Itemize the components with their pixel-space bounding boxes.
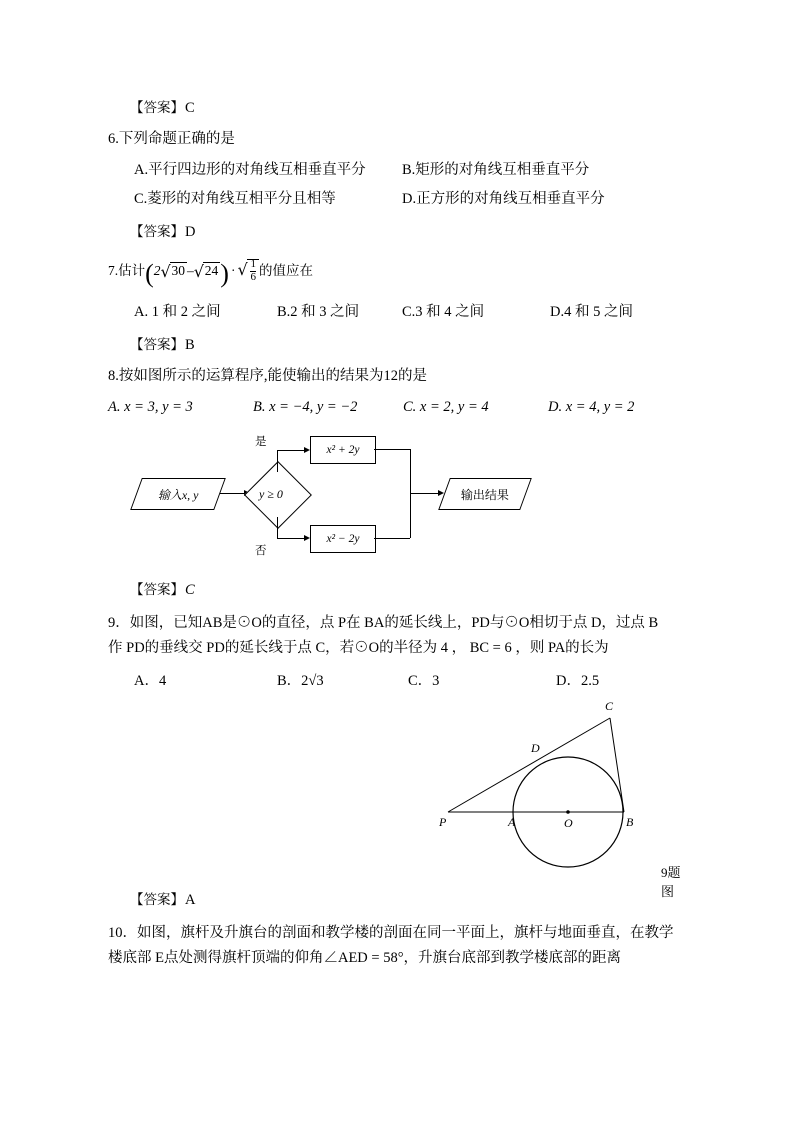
option-9-B: B．2√3 (277, 673, 324, 690)
svg-text:D: D (531, 741, 540, 756)
option-9-D: D．2.5 (556, 673, 600, 690)
question-7-stem-post: 的值应在 (258, 263, 313, 279)
connector-line (277, 538, 306, 539)
flowchart-figure (108, 430, 686, 570)
connector-line (374, 538, 410, 539)
minus-sign: – (187, 263, 194, 279)
question-8-stem: 8.按如图所示的运算程序,能使输出的结果为12的是 (108, 368, 427, 385)
question-7-stem-pre: 7.估计 (108, 263, 146, 279)
answer-bracket: 【答案】 (130, 100, 184, 116)
option-7-A: A. 1 和 2 之间 (134, 304, 221, 321)
answer-value: B (185, 337, 195, 354)
answer-value: C (185, 582, 195, 599)
question-9-options (134, 669, 686, 690)
figure-caption-9: 9题图 (661, 865, 681, 900)
option-7-D: D.4 和 5 之间 (550, 304, 633, 321)
flow-condition-label: y ≥ 0 (259, 487, 283, 502)
connector-line (410, 493, 440, 494)
option-7-C: C.3 和 4 之间 (402, 304, 485, 321)
circle-figure-svg (438, 696, 688, 881)
radical-fraction (237, 259, 259, 284)
svg-text:P: P (439, 815, 447, 830)
option-6-C: C.菱形的对角线互相平分且相等 (134, 191, 336, 208)
connector-line (277, 517, 278, 538)
svg-text:O: O (564, 816, 573, 831)
circle-geometry-figure (108, 696, 686, 900)
question-8 (108, 366, 686, 570)
option-9-C: C．3 (408, 673, 440, 690)
question-6-options-2 (134, 187, 686, 208)
option-8-C: C. x = 2, y = 4 (403, 399, 489, 416)
answer-value: D (185, 224, 196, 241)
option-8-B: B. x = −4, y = −2 (253, 399, 358, 416)
question-9-line-2: 作 PD的垂线交 PD的延长线于点 C，若⊙O的半径为 4 ， BC = 6 ，则 PA的长为 (108, 640, 609, 657)
option-8-D: D. x = 4, y = 2 (548, 399, 635, 416)
option-6-D: D.正方形的对角线互相垂直平分 (402, 191, 605, 208)
connector-line (277, 450, 306, 451)
answer-bracket: 【答案】 (130, 582, 184, 599)
svg-text:C: C (605, 699, 614, 714)
answer-bracket: 【答案】 (130, 892, 184, 909)
question-10-line-1: 10．如图，旗杆及升旗台的剖面和教学楼的剖面在同一平面上，旗杆与地面垂直，在教学 (108, 925, 674, 942)
option-6-B: B.矩形的对角线互相垂直平分 (402, 162, 590, 179)
connector-line (220, 493, 246, 494)
question-7-stem (108, 258, 686, 289)
answer-q6 (130, 220, 686, 241)
dot-operator: · (230, 263, 236, 279)
radical-24: √ 24 (194, 261, 221, 281)
question-10 (108, 923, 686, 969)
left-paren: ( (145, 259, 154, 289)
answer-bracket: 【答案】 (130, 224, 184, 241)
coef: 2 (153, 263, 161, 279)
answer-bracket: 【答案】 (130, 337, 184, 354)
answer-q7 (130, 333, 686, 354)
connector-line (277, 450, 278, 472)
answer-value: C (185, 100, 195, 116)
svg-text:A: A (508, 815, 516, 830)
answer-q5 (130, 96, 686, 117)
question-10-line-2: 楼底部 E点处测得旗杆顶端的仰角∠AED = 58°，升旗台底部到教学楼底部的距离 (108, 950, 622, 967)
flow-input-box: 输入x, y (130, 478, 226, 510)
option-7-B: B.2 和 3 之间 (277, 304, 360, 321)
connector-line (374, 449, 410, 450)
flow-yes-label: 是 (255, 436, 267, 449)
flow-output-box: 输出结果 (438, 478, 532, 510)
question-7-options (134, 300, 686, 321)
flow-no-box: x² − 2y (310, 525, 376, 553)
flow-yes-box: x² + 2y (310, 436, 376, 464)
fraction-one-sixth: √ $\frac{1}{6}$ (247, 259, 259, 284)
answer-value: A (185, 892, 196, 909)
svg-text:B: B (626, 815, 634, 830)
answer-q8 (130, 578, 686, 599)
option-6-A: A.平行四边形的对角线互相垂直平分 (134, 162, 366, 179)
option-8-A: A. x = 3, y = 3 (108, 399, 193, 416)
question-9 (108, 613, 686, 900)
question-6-options (134, 158, 686, 179)
question-7 (108, 259, 686, 321)
radical-30: √ 30 (161, 261, 188, 281)
question-6-stem: 6.下列命题正确的是 (108, 131, 235, 147)
question-8-options (108, 399, 686, 416)
answer-q9 (130, 888, 686, 909)
flow-no-label: 否 (255, 545, 267, 558)
page-content (108, 86, 686, 973)
question-9-line-1: 9．如图，已知AB是⊙O的直径，点 P在 BA的延长线上，PD与⊙O相切于点 D，过点 B (108, 615, 659, 632)
right-paren: ) (220, 259, 229, 289)
option-9-A: A．4 (134, 673, 167, 690)
question-6 (108, 129, 686, 208)
